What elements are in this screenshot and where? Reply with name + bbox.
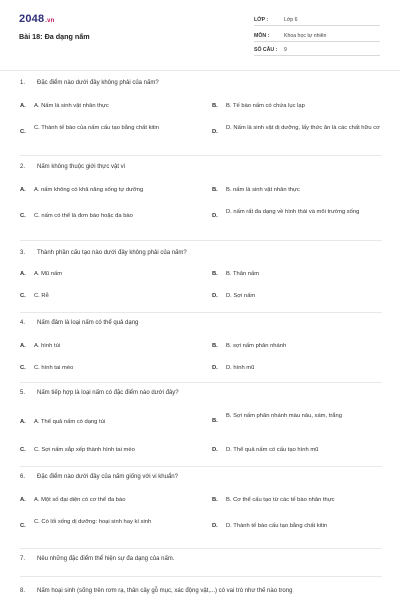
logo-number: 2048	[19, 13, 45, 25]
question-text: 8. Nấm hoại sinh (sống trên rơm rạ, thân cây gỗ mục, xác động vật,...) có vai trò như thế nào trong	[20, 588, 293, 594]
question-2: 2. Nấm không thuộc giới thực vật vì A. A. nấm không có khả năng sống tự dưỡng B. B. nấm là sinh vật nhân thực C. C. nấm có thể là đơn bào hoặc đa bào D. D. nấm rất đa dạng về hình thái và môi trường sống	[20, 164, 360, 219]
meta-subject-value: Khoa học tự nhiên	[284, 33, 327, 39]
question-divider	[20, 576, 382, 577]
site-logo[interactable]	[19, 13, 55, 25]
page-header	[0, 0, 400, 66]
question-text: 1. Đặc điểm nào dưới đây không phải của nấm?	[20, 80, 159, 86]
meta-count-key: SỐ CÂU :	[254, 47, 278, 53]
question-text: 3. Thành phần cấu tạo nào dưới đây không phải của nấm?	[20, 250, 187, 256]
logo-suffix: .vn	[45, 18, 55, 24]
meta-grade-value: Lớp 6	[284, 17, 298, 23]
question-divider	[20, 548, 382, 549]
lesson-title: Bài 18: Đa dạng nấm	[19, 32, 90, 41]
question-text: 6. Đặc điểm nào dưới đây của nấm giống với vi khuẩn?	[20, 474, 178, 480]
question-3: 3. Thành phần cấu tạo nào dưới đây không phải của nấm? A. A. Mũ nấm B. B. Thân nấm C. C. Rễ D. D. Sợi nấm	[20, 250, 260, 299]
meta-subject-key: MÔN :	[254, 33, 270, 39]
question-text: 5. Nấm tiếp hợp là loại nấm có đặc điểm nào dưới đây?	[20, 390, 179, 396]
header-divider	[0, 70, 400, 71]
question-divider	[20, 240, 382, 241]
meta-grade	[254, 14, 380, 26]
meta-count	[254, 44, 380, 56]
question-divider	[20, 155, 382, 156]
question-text: 7. Nêu những đặc điểm thể hiện sự đa dạng của nấm.	[20, 556, 175, 562]
question-text: 4. Nấm đảm là loại nấm có thể quả dạng	[20, 320, 139, 326]
question-divider	[20, 312, 382, 313]
question-divider	[20, 466, 382, 467]
question-divider	[20, 382, 382, 383]
meta-subject	[254, 30, 380, 42]
question-4: 4. Nấm đảm là loại nấm có thể quả dạng A. A. hình túi B. B. sợi nấm phân nhánh C. C. hình tai mèo D. D. hình mũ	[20, 320, 287, 371]
question-6: 6. Đặc điểm nào dưới đây của nấm giống với vi khuẩn? A. A. Một số đại diện có cơ thể đa bào B. B. Cơ thể cấu tạo từ các tế bào nhân thực C. C. Có lối sống dị dưỡng: hoại sinh hay kí sinh D. D. Thành tế bào cấu tạo bằng chất kitin	[20, 474, 335, 529]
meta-grade-key: LỚP :	[254, 17, 269, 23]
meta-count-value: 9	[284, 47, 287, 53]
question-text: 2. Nấm không thuộc giới thực vật vì	[20, 164, 126, 170]
question-5: 5. Nấm tiếp hợp là loại nấm có đặc điểm nào dưới đây? A. A. Thể quả nấm có dạng túi B. B. Sợi nấm phân nhánh màu nâu, xám, trắng C. C. Sợi nấm sắp xếp thành hình tai mèo D. D. Thể quả nấm có cấu tạo hình mũ	[20, 390, 342, 453]
question-8	[20, 588, 382, 600]
question-7	[20, 556, 382, 570]
question-1: 1. Đặc điểm nào dưới đây không phải của nấm? A. A. Nấm là sinh vật nhân thực B. B. Tế bào nấm có chứa lục lạp C. C. Thành tế bào của nấm cấu tạo bằng chất kitin D. D. Nấm là sinh vật dị dưỡng, lấy thức ăn là các chất hữu cơ	[20, 80, 380, 135]
